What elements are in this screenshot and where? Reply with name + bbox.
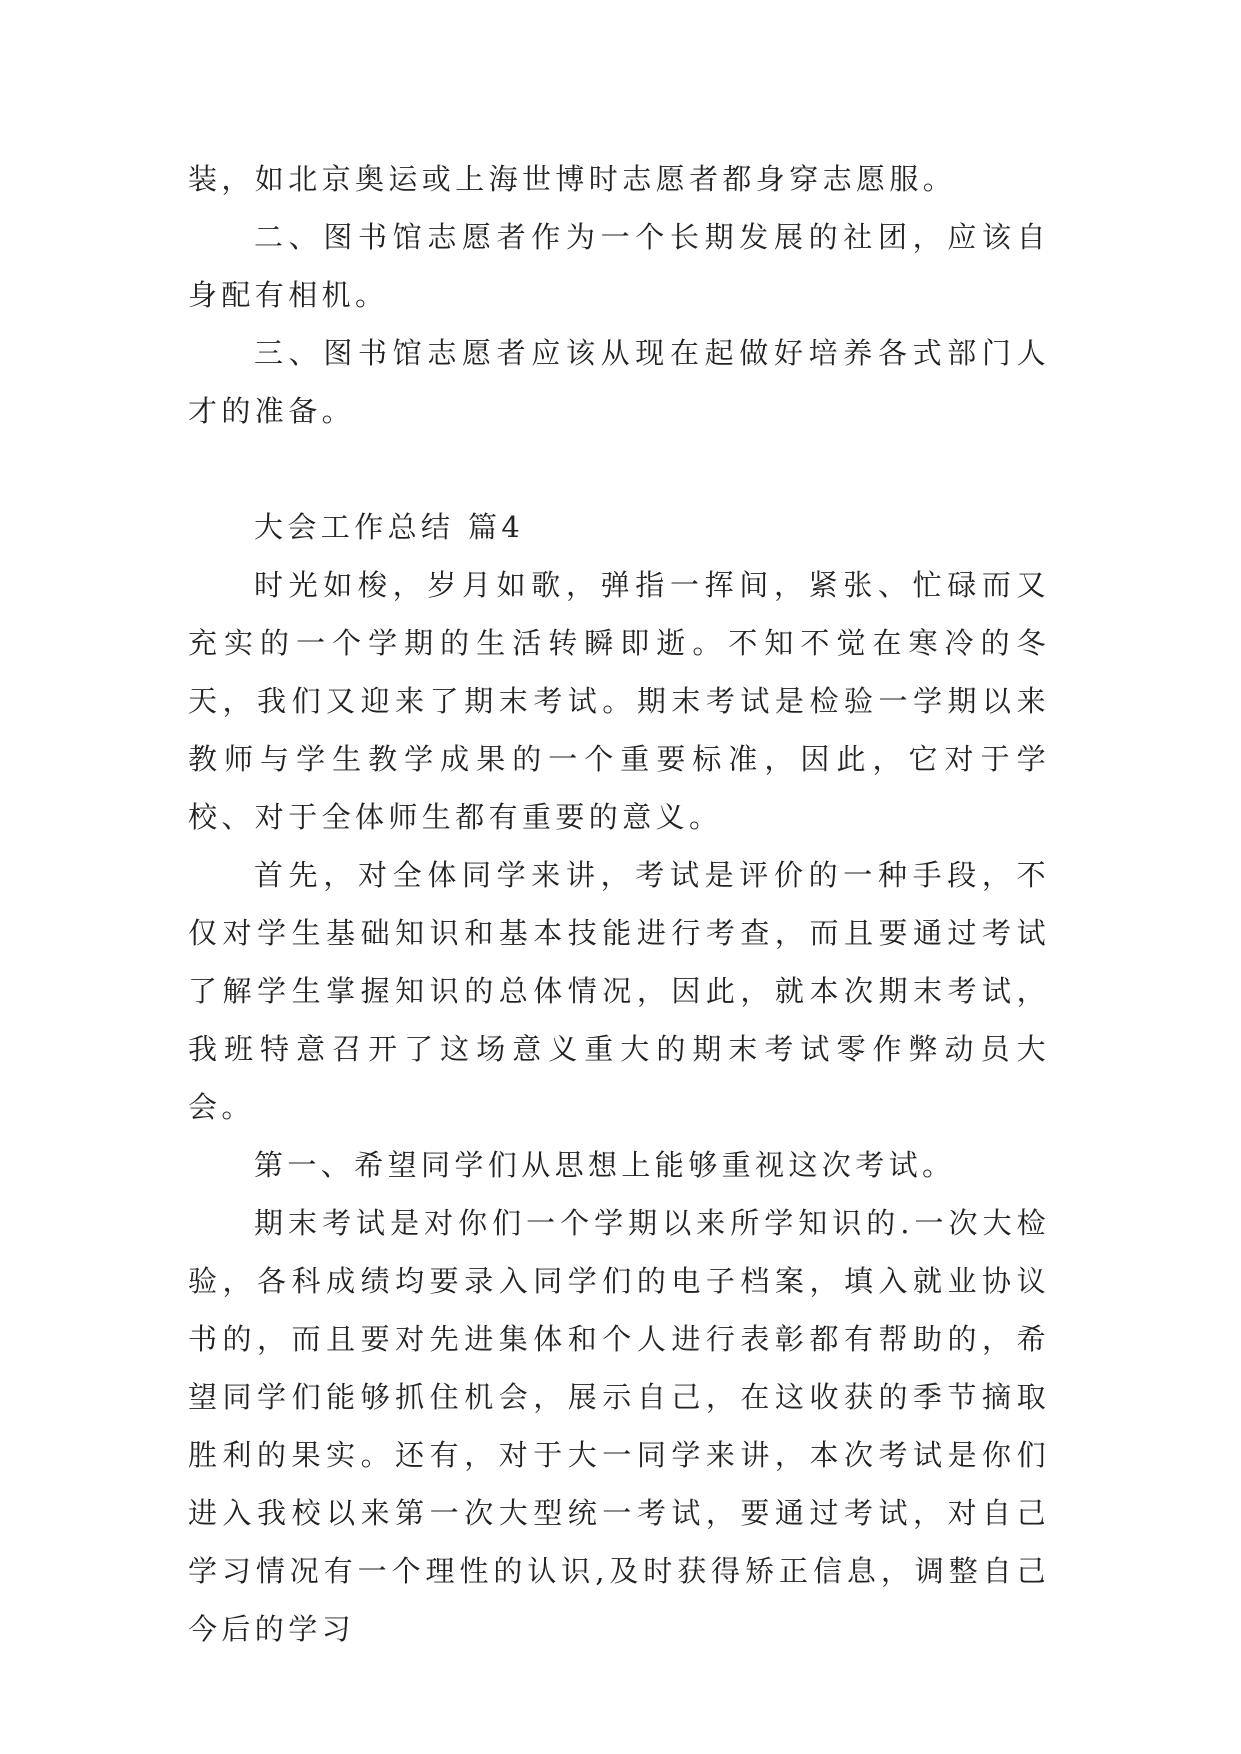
section-paragraph-first: 首先，对全体同学来讲，考试是评价的一种手段，不仅对学生基础知识和基本技能进行考查，而且要通过考试了解学生掌握知识的总体情况，因此，就本次期末考试，我班特意召开了这场意义重大的期末考试零作弊动员大会。 <box>188 858 1050 1124</box>
document-body <box>188 150 1050 1658</box>
paragraph-item-three: 三、图书馆志愿者应该从现在起做好培养各式部门人才的准备。 <box>188 336 1050 428</box>
paragraph-item-two: 二、图书馆志愿者作为一个长期发展的社团，应该自身配有相机。 <box>188 220 1050 312</box>
section-paragraph-intro: 时光如梭，岁月如歌，弹指一挥间，紧张、忙碌而又充实的一个学期的生活转瞬即逝。不知不觉在寒冷的冬天，我们又迎来了期末考试。期末考试是检验一学期以来教师与学生教学成果的一个重要标准，因此，它对于学校、对于全体师生都有重要的意义。 <box>188 568 1050 834</box>
section-paragraph-exam: 期末考试是对你们一个学期以来所学知识的.一次大检验，各科成绩均要录入同学们的电子档案，填入就业协议书的，而且要对先进集体和个人进行表彰都有帮助的，希望同学们能够抓住机会，展示自己，在这收获的季节摘取胜利的果实。还有，对于大一同学来讲，本次考试是你们进入我校以来第一次大型统一考试，要通过考试，对自己学习情况有一个理性的认识,及时获得矫正信息，调整自己今后的学习 <box>188 1206 1050 1646</box>
section-paragraph-point-one: 第一、希望同学们从思想上能够重视这次考试。 <box>254 1148 956 1182</box>
paragraph-continued: 装，如北京奥运或上海世博时志愿者都身穿志愿服。 <box>188 162 957 196</box>
section-title: 大会工作总结 篇4 <box>254 510 525 544</box>
